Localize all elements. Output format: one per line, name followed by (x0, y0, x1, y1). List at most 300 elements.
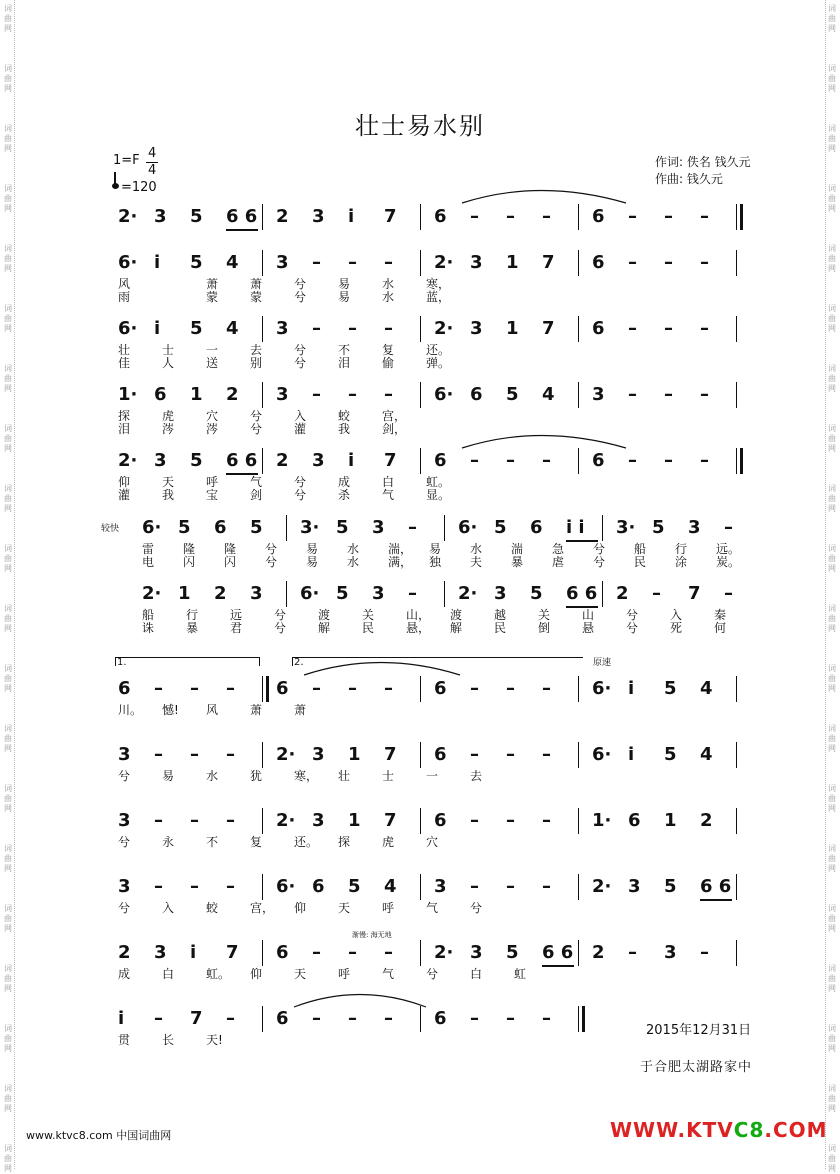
note: 1 (348, 810, 361, 831)
watermark-mark: 词 曲 网 (828, 244, 836, 273)
lyric-syllable: 涔 (206, 422, 219, 436)
note: – (226, 1008, 235, 1029)
note: – (408, 583, 417, 604)
lyric-syllable: 探 (118, 409, 131, 423)
lyric-syllable: 气 (426, 901, 439, 915)
note: 6 6 (700, 876, 732, 897)
lyric-syllable: 萧 (294, 703, 307, 717)
brand-part-www: WWW. (610, 1118, 687, 1142)
lyric-syllable: 兮 (265, 555, 278, 569)
note: 3 (312, 810, 325, 831)
score-row (112, 676, 760, 702)
note: – (470, 1008, 479, 1029)
lyric-syllable: 萧 (250, 277, 263, 291)
watermark-mark: 词 曲 网 (4, 544, 12, 573)
note: 3 (154, 450, 167, 471)
note: 3 (118, 744, 131, 765)
lyric-syllable: 长 (162, 1033, 175, 1047)
lyric-syllable: 夫 (470, 555, 483, 569)
note: 2· (142, 583, 162, 604)
note: – (190, 678, 199, 699)
lyric-syllable: 蓝， (426, 290, 451, 304)
lyric-syllable: 虹 (514, 967, 527, 981)
note: – (226, 810, 235, 831)
lyric-syllable: 灌 (294, 422, 307, 436)
note: – (348, 318, 357, 339)
eighth-beam (226, 229, 258, 231)
barline (420, 204, 421, 230)
note: 6 (434, 206, 447, 227)
lyric-syllable: 悬， (406, 621, 431, 635)
barline (262, 808, 263, 834)
note: – (154, 1008, 163, 1029)
volta-label-2: 2. (294, 657, 304, 668)
watermark-mark: 词 曲 网 (4, 4, 12, 33)
brand-part-com: .COM (764, 1118, 828, 1142)
watermark-mark: 词 曲 网 (828, 664, 836, 693)
note: – (542, 206, 551, 227)
note: 3 (470, 318, 483, 339)
lyric-syllable: 士 (382, 769, 395, 783)
note: – (470, 450, 479, 471)
lyric-syllable: 风 (118, 277, 131, 291)
note: – (312, 384, 321, 405)
lyric-syllable: 泪 (118, 422, 131, 436)
note: – (542, 450, 551, 471)
note: 3 (118, 876, 131, 897)
note: – (700, 942, 709, 963)
lyric-syllable: 萧 (206, 277, 219, 291)
lyric-syllable: 暴 (511, 555, 524, 569)
key-signature: 1=F (113, 153, 140, 168)
note: – (384, 318, 393, 339)
lyric-syllable: 送 (206, 356, 219, 370)
note: i (154, 318, 161, 339)
note: 3 (628, 876, 641, 897)
watermark-mark: 词 曲 网 (828, 1144, 836, 1173)
barline (262, 382, 263, 408)
watermark-mark: 词 曲 网 (4, 64, 12, 93)
double-barline (740, 204, 743, 230)
note: 3 (372, 517, 385, 538)
lyric-syllable: 兮 (118, 901, 131, 915)
lyric-syllable: 兮 (626, 621, 639, 635)
note: 3 (276, 384, 289, 405)
barline (578, 1006, 579, 1032)
expression-fast: 较快 (101, 524, 120, 534)
note: 7 (190, 1008, 203, 1029)
watermark-mark: 词 曲 网 (828, 1024, 836, 1053)
watermark-mark: 词 曲 网 (4, 484, 12, 513)
lyric-syllable: 探 (338, 835, 351, 849)
barline (736, 382, 737, 408)
barline (578, 250, 579, 276)
lyric-syllable: 易 (338, 277, 351, 291)
note: – (226, 744, 235, 765)
note: 2· (434, 942, 454, 963)
note: 6· (592, 744, 612, 765)
note: 2· (118, 206, 138, 227)
barline (736, 250, 737, 276)
note: 6 (470, 384, 483, 405)
note: 6· (276, 876, 296, 897)
note: 2 (214, 583, 227, 604)
brand-part-c8: C8 (733, 1118, 765, 1142)
lyric-syllable: 兮 (265, 542, 278, 556)
score-row (112, 581, 760, 607)
double-barline (582, 1006, 585, 1032)
note: – (664, 318, 673, 339)
note: – (628, 318, 637, 339)
note: – (652, 583, 661, 604)
note: 7 (384, 810, 397, 831)
note: 2· (434, 318, 454, 339)
lyric-syllable: 诛 (142, 621, 155, 635)
note: 6 (434, 744, 447, 765)
note: – (154, 678, 163, 699)
note: 4 (384, 876, 397, 897)
note: 5 (190, 206, 203, 227)
note: i (628, 678, 635, 699)
lyric-syllable: 隆 (183, 542, 196, 556)
note: 1 (348, 744, 361, 765)
eighth-beam (700, 899, 732, 901)
barline (736, 742, 737, 768)
note: i (190, 942, 197, 963)
note: 6· (142, 517, 162, 538)
note: – (506, 206, 515, 227)
barline (420, 382, 421, 408)
lyric-syllable: 贯 (118, 1033, 131, 1047)
note: 3 (494, 583, 507, 604)
lyric-syllable: 急 (552, 542, 565, 556)
note: – (384, 678, 393, 699)
note: – (664, 384, 673, 405)
lyric-syllable: 兮 (118, 835, 131, 849)
lyric-syllable: 我 (162, 488, 175, 502)
lyricist-credit: 作词: 佚名 钱久元 (655, 155, 751, 169)
lyric-syllable: 还。 (294, 835, 319, 849)
song-title: 壮士易水别 (355, 112, 485, 140)
lyric-syllable: 入 (670, 608, 683, 622)
note: 6 (154, 384, 167, 405)
note: – (542, 744, 551, 765)
barline (578, 676, 579, 702)
lyric-syllable: 越 (494, 608, 507, 622)
lyric-syllable: 白 (162, 967, 175, 981)
note: – (470, 206, 479, 227)
note: 5 (506, 384, 519, 405)
barline (602, 581, 603, 607)
lyric-syllable: 兮 (294, 488, 307, 502)
note: – (724, 517, 733, 538)
note: 7 (384, 744, 397, 765)
note: – (348, 384, 357, 405)
score-row (112, 808, 760, 834)
watermark-mark: 词 曲 网 (4, 1084, 12, 1113)
tie-arc-3 (304, 663, 460, 676)
note: – (384, 252, 393, 273)
eighth-beam (542, 965, 574, 967)
note: 5 (664, 744, 677, 765)
note: 3 (312, 744, 325, 765)
note: – (154, 744, 163, 765)
note: 3 (434, 876, 447, 897)
lyric-syllable: 行 (186, 608, 199, 622)
small-note-ritardando: 渐慢: 海无地 (352, 931, 392, 939)
lyric-syllable: 去 (250, 343, 263, 357)
note: 6 (592, 318, 605, 339)
lyric-syllable: 兮 (250, 409, 263, 423)
note: – (542, 678, 551, 699)
watermark-mark: 词 曲 网 (4, 664, 12, 693)
lyric-syllable: 白 (470, 967, 483, 981)
lyric-syllable: 水 (347, 542, 360, 556)
note: 5 (190, 252, 203, 273)
barline (262, 1006, 263, 1032)
barline (578, 204, 579, 230)
lyric-syllable: 士 (162, 343, 175, 357)
watermark-mark: 词 曲 网 (4, 964, 12, 993)
lyric-syllable: 虹。 (206, 967, 231, 981)
note: – (226, 678, 235, 699)
note: 6 (312, 876, 325, 897)
note: 5 (336, 517, 349, 538)
note: – (628, 384, 637, 405)
note: 2 (592, 942, 605, 963)
lyric-syllable: 呼 (338, 967, 351, 981)
score-row (112, 515, 760, 541)
tie-arc-2 (462, 436, 626, 449)
note: – (628, 206, 637, 227)
note: 3· (300, 517, 320, 538)
note: i i (566, 517, 585, 538)
watermark-mark: 词 曲 网 (4, 724, 12, 753)
note: 6 (592, 252, 605, 273)
barline (420, 808, 421, 834)
tie-arc-1 (462, 191, 626, 204)
lyric-syllable: 兮 (274, 621, 287, 635)
note: 2· (592, 876, 612, 897)
watermark-mark: 词 曲 网 (4, 784, 12, 813)
barline (736, 874, 737, 900)
lyric-syllable: 气 (382, 967, 395, 981)
lyric-syllable: 虎 (162, 409, 175, 423)
lyric-syllable: 不 (338, 343, 351, 357)
lyric-syllable: 天 (162, 475, 175, 489)
lyric-syllable: 秦 (714, 608, 727, 622)
note: i (628, 744, 635, 765)
barline (420, 1006, 421, 1032)
double-barline (740, 448, 743, 474)
lyric-syllable: 渡 (318, 608, 331, 622)
note: 3 (154, 942, 167, 963)
note: 6· (434, 384, 454, 405)
note: 6· (118, 252, 138, 273)
lyric-syllable: 杀 (338, 488, 351, 502)
note: 3 (664, 942, 677, 963)
lyric-syllable: 佳 (118, 356, 131, 370)
barline (420, 250, 421, 276)
note: – (348, 678, 357, 699)
note: 2 (700, 810, 713, 831)
note: – (470, 810, 479, 831)
note: – (700, 206, 709, 227)
note: – (700, 384, 709, 405)
note: 5 (250, 517, 263, 538)
lyric-syllable: 死 (670, 621, 683, 635)
note: – (506, 744, 515, 765)
lyric-syllable: 兮 (250, 422, 263, 436)
score-row (112, 940, 760, 966)
score-row (112, 742, 760, 768)
barline (736, 204, 737, 230)
lyric-syllable: 解 (450, 621, 463, 635)
watermark-mark: 词 曲 网 (828, 844, 836, 873)
barline (420, 676, 421, 702)
lyric-syllable: 显。 (426, 488, 451, 502)
score-row (112, 204, 760, 230)
watermark-mark: 词 曲 网 (828, 544, 836, 573)
note: – (384, 942, 393, 963)
lyric-syllable: 入 (294, 409, 307, 423)
watermark-mark: 词 曲 网 (4, 904, 12, 933)
note: 3 (154, 206, 167, 227)
lyric-syllable: 壮 (338, 769, 351, 783)
tempo-mark: =120 (121, 180, 157, 195)
note: 6 (276, 1008, 289, 1029)
note: 5 (494, 517, 507, 538)
note: 3 (372, 583, 385, 604)
watermark-mark: 词 曲 网 (4, 1144, 12, 1173)
barline (578, 940, 579, 966)
note: 6 6 (542, 942, 574, 963)
note: – (384, 1008, 393, 1029)
note: 6 (434, 450, 447, 471)
lyric-syllable: 君 (230, 621, 243, 635)
note: 2· (118, 450, 138, 471)
note: – (506, 876, 515, 897)
lyric-syllable: 远 (230, 608, 243, 622)
footer-site-text: www.ktvc8.com 中国词曲网 (26, 1129, 172, 1142)
note: – (542, 810, 551, 831)
lyric-syllable: 蒙 (250, 290, 263, 304)
lyric-syllable: 船 (634, 542, 647, 556)
lyric-syllable: 兮 (274, 608, 287, 622)
lyric-syllable: 仰 (118, 475, 131, 489)
note: 6 6 (226, 206, 258, 227)
barline (286, 581, 287, 607)
lyric-syllable: 涂 (675, 555, 688, 569)
lyric-syllable: 宝 (206, 488, 219, 502)
lyric-syllable: 剑， (382, 422, 407, 436)
lyric-syllable: 隆 (224, 542, 237, 556)
lyric-syllable: 水 (347, 555, 360, 569)
lyric-syllable: 易 (162, 769, 175, 783)
note: – (470, 678, 479, 699)
barline (420, 448, 421, 474)
lyric-syllable: 蒙 (206, 290, 219, 304)
barline (262, 250, 263, 276)
note: 5 (506, 942, 519, 963)
note: 4 (542, 384, 555, 405)
watermark-mark: 词 曲 网 (828, 904, 836, 933)
lyric-syllable: 渡 (450, 608, 463, 622)
lyric-syllable: 行 (675, 542, 688, 556)
lyric-syllable: 永 (162, 835, 175, 849)
note: i (348, 450, 355, 471)
lyric-syllable: 关 (538, 608, 551, 622)
note: 2 (118, 942, 131, 963)
barline (578, 448, 579, 474)
lyric-syllable: 风 (206, 703, 219, 717)
barline (286, 515, 287, 541)
note: 6· (118, 318, 138, 339)
note: 6 (592, 450, 605, 471)
lyric-syllable: 别 (250, 356, 263, 370)
barline (262, 204, 263, 230)
lyric-syllable: 兮 (294, 356, 307, 370)
note: 5 (190, 318, 203, 339)
lyric-syllable: 虐 (552, 555, 565, 569)
note: 7 (384, 450, 397, 471)
note: – (628, 252, 637, 273)
lyric-syllable: 剑 (250, 488, 263, 502)
note: 5 (664, 876, 677, 897)
watermark-mark: 词 曲 网 (4, 364, 12, 393)
lyric-syllable: 成 (338, 475, 351, 489)
lyric-syllable: 远。 (716, 542, 741, 556)
lyric-syllable: 复 (382, 343, 395, 357)
note: – (628, 942, 637, 963)
note: – (664, 252, 673, 273)
barline (578, 742, 579, 768)
barline (578, 874, 579, 900)
composition-place: 于合肥太湖路家中 (640, 1060, 753, 1075)
watermark-mark: 词 曲 网 (4, 244, 12, 273)
note: i (154, 252, 161, 273)
note: 1· (592, 810, 612, 831)
lyric-syllable: 不 (206, 835, 219, 849)
note: – (384, 384, 393, 405)
lyric-syllable: 湍， (388, 542, 413, 556)
time-signature-bottom: 4 (148, 163, 157, 178)
lyric-syllable: 水 (382, 277, 395, 291)
note: 3 (312, 450, 325, 471)
lyric-syllable: 仰 (250, 967, 263, 981)
note: – (312, 318, 321, 339)
note: 6· (458, 517, 478, 538)
brand-part-ktv: KTV (686, 1118, 734, 1142)
barline (736, 940, 737, 966)
note: 6· (592, 678, 612, 699)
note: 3 (592, 384, 605, 405)
note: – (700, 450, 709, 471)
barline (262, 676, 263, 702)
note: 3 (688, 517, 701, 538)
lyric-syllable: 一 (426, 769, 439, 783)
note: 4 (226, 252, 239, 273)
barline (578, 382, 579, 408)
note: 6 (434, 1008, 447, 1029)
watermark-mark: 词 曲 网 (828, 964, 836, 993)
note: 2 (616, 583, 629, 604)
note: 3 (276, 318, 289, 339)
note: 5 (530, 583, 543, 604)
lyric-syllable: 弹。 (426, 356, 451, 370)
note: 3 (250, 583, 263, 604)
lyric-syllable: 暴 (186, 621, 199, 635)
